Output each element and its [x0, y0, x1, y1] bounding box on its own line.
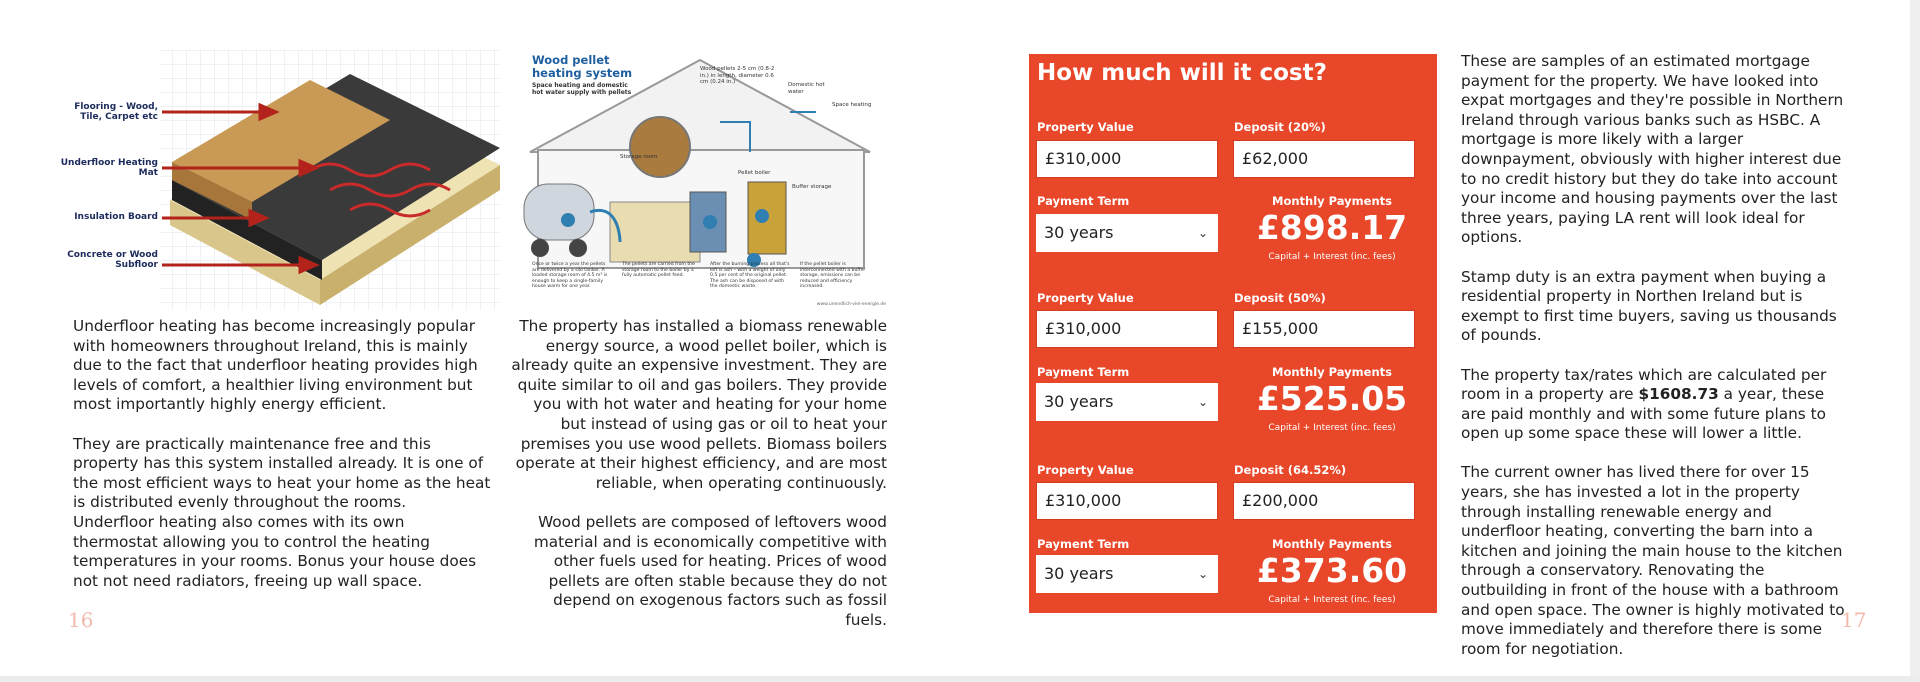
monthly-payment-amount: £373.60	[1256, 551, 1408, 590]
chevron-down-icon: ⌄	[1197, 226, 1208, 240]
pellet-credit: www.unendlich-viel-energie.de	[816, 302, 886, 307]
mortgage-paragraph: These are samples of an estimated mortgage payment for the property. We have looked into expat mortgages and they're possible in Northern Ireland through various banks such as HSBC. A mortgage is more likely with a larger downpayment, obviously with higher interest due to no credit history but they do take into account your income and housing payments over the last three years, paying LA rent will look ideal for options.	[1461, 52, 1844, 247]
property-value-label: Property Value	[1037, 463, 1134, 477]
mortgage-info-text	[1461, 52, 1851, 679]
pellet-step-4: If the pellet boiler is interconnected with a buffer storage, emissions can be reduced and efficiency increased.	[800, 262, 866, 290]
bottom-strip	[0, 676, 1920, 682]
chevron-down-icon: ⌄	[1197, 567, 1208, 581]
monthly-payment-amount: £898.17	[1256, 208, 1408, 247]
chevron-down-icon: ⌄	[1197, 395, 1208, 409]
floor-label-flooring: Flooring - Wood, Tile, Carpet etc	[74, 102, 158, 122]
payment-term-label: Payment Term	[1037, 537, 1130, 551]
payment-term-label: Payment Term	[1037, 365, 1130, 379]
property-value-input[interactable]: £310,000	[1036, 482, 1218, 520]
deposit-label: Deposit (50%)	[1234, 291, 1326, 305]
payment-term-select[interactable]	[1036, 555, 1218, 593]
pellet-diagram-subtitle: Space heating and domestic hot water supply with pellets	[532, 82, 632, 96]
monthly-payment-note: Capital + Interest (inc. fees)	[1268, 423, 1396, 433]
pellet-step-1: Once or twice a year the pellets are delivered by a silo tanker. A loaded storage room of 4.5 m³ is enough to keep a single-family house warm for one year.	[532, 262, 608, 290]
underfloor-heating-illustration	[60, 50, 500, 310]
monthly-payment-note: Capital + Interest (inc. fees)	[1268, 252, 1396, 262]
deposit-input[interactable]: £62,000	[1233, 140, 1415, 178]
property-value-label: Property Value	[1037, 291, 1134, 305]
wood-pellet-diagram	[520, 52, 888, 312]
calculator-title: How much will it cost?	[1037, 60, 1327, 86]
pellet-callout-space-heating: Space heating	[832, 102, 872, 108]
biomass-text	[510, 317, 887, 650]
monthly-payments-label: Monthly Payments	[1272, 365, 1392, 379]
page-edge	[1910, 0, 1920, 676]
floor-label-insulation: Insulation Board	[74, 212, 158, 222]
pellet-callout-buffer: Buffer storage	[792, 184, 832, 190]
floor-label-heating-mat: Underfloor Heating Mat	[60, 158, 158, 178]
property-value-input[interactable]: £310,000	[1036, 140, 1218, 178]
deposit-label: Deposit (20%)	[1234, 120, 1326, 134]
payment-term-value: 30 years	[1044, 392, 1114, 411]
monthly-payment-amount: £525.05	[1256, 379, 1408, 418]
biomass-paragraph-1: The property has installed a biomass renewable energy source, a wood pellet boiler, which is already quite an expensive investment. They are quite similar to oil and gas boilers. They provide you with hot water and heating for your home but instead of using gas or oil to heat your premises you use wood pellets. Biomass boilers operate at their highest efficiency, and are most reliable, when operating continuously.	[511, 317, 887, 492]
underfloor-heating-diagram	[60, 50, 500, 310]
deposit-input[interactable]: £200,000	[1233, 482, 1415, 520]
deposit-label: Deposit (64.52%)	[1234, 463, 1347, 477]
underfloor-paragraph-2: They are practically maintenance free and this property has this system installed already. It is one of the most efficient ways to heat your home as the heat is distributed evenly throughout the rooms. Underfloor heating also comes with its own thermostat allowing you to control the heating temperatures in your rooms. Bonus your house does not not need radiators, freeing up wall space.	[73, 434, 491, 590]
page-number-left: 16	[68, 608, 94, 632]
property-value-label: Property Value	[1037, 120, 1134, 134]
pellet-callout-hot-water: Domestic hot water	[788, 82, 825, 95]
property-value-input[interactable]: £310,000	[1036, 310, 1218, 348]
owner-paragraph: The current owner has lived there for over 15 years, she has invested a lot in the property through installing renewable energy and underfloor heating, converting the barn into a kitchen and joining the main house to the kitchen through a conservatory. Renovating the outbuilding in front of the house with a bathroom and open space. The owner is highly motivated to move immediately and therefore there is some room for negotiation.	[1461, 463, 1845, 658]
payment-term-label: Payment Term	[1037, 194, 1130, 208]
property-tax-text-1: The property tax/rates which are calculated per room in a property are	[1461, 365, 1827, 404]
payment-term-select[interactable]	[1036, 383, 1218, 421]
pellet-callout-storage-room: Storage room	[620, 154, 658, 160]
page-number-right: 17	[1841, 608, 1867, 632]
pellet-callout-pellets: Wood pellets 2-5 cm (0.8-2 in.) in length, diameter 0.6 cm (0.24 in.)	[700, 66, 775, 85]
underfloor-heating-text	[73, 317, 491, 611]
property-tax-text-2: a year, these are paid monthly and with some future plans to open up some space these will lower a little.	[1461, 385, 1826, 443]
payment-term-value: 30 years	[1044, 564, 1114, 583]
pellet-diagram-title: Wood pellet heating system	[532, 53, 633, 80]
stamp-duty-paragraph: Stamp duty is an extra payment when buying a residential property in Northen Ireland but is exempt to first time buyers, saving us thousands of pounds.	[1461, 267, 1837, 345]
pellet-step-3: After the burning process all that's left is ash – with a weight of only 0.5 per cent of the original pellet. The ash can be disposed of with the domestic waste.	[710, 262, 790, 290]
deposit-input[interactable]: £155,000	[1233, 310, 1415, 348]
monthly-payment-note: Capital + Interest (inc. fees)	[1268, 595, 1396, 605]
mortgage-calculator	[1029, 54, 1437, 613]
floor-label-subfloor: Concrete or Wood Subfloor	[67, 250, 158, 270]
payment-term-value: 30 years	[1044, 223, 1114, 242]
property-tax-amount: $1608.73	[1638, 385, 1719, 404]
biomass-paragraph-2: Wood pellets are composed of leftovers wood material and is economically competitive with other fuels used for heating. Prices of wood pellets are often stable because they do not depend on exogenous factors such as fossil fuels.	[533, 512, 887, 629]
payment-term-select[interactable]	[1036, 214, 1218, 252]
property-tax-paragraph	[1461, 366, 1851, 444]
underfloor-paragraph-1: Underfloor heating has become increasingly popular with homeowners throughout Ireland, this is mainly due to the fact that underfloor heating provides high levels of comfort, a healthier living environment but most importantly highly energy efficient.	[73, 317, 478, 414]
monthly-payments-label: Monthly Payments	[1272, 537, 1392, 551]
pellet-callout-boiler: Pellet boiler	[738, 170, 771, 176]
monthly-payments-label: Monthly Payments	[1272, 194, 1392, 208]
pellet-step-2: The pellets are carried from the storage room to the boiler by a fully automatic pellet feed.	[622, 262, 695, 279]
